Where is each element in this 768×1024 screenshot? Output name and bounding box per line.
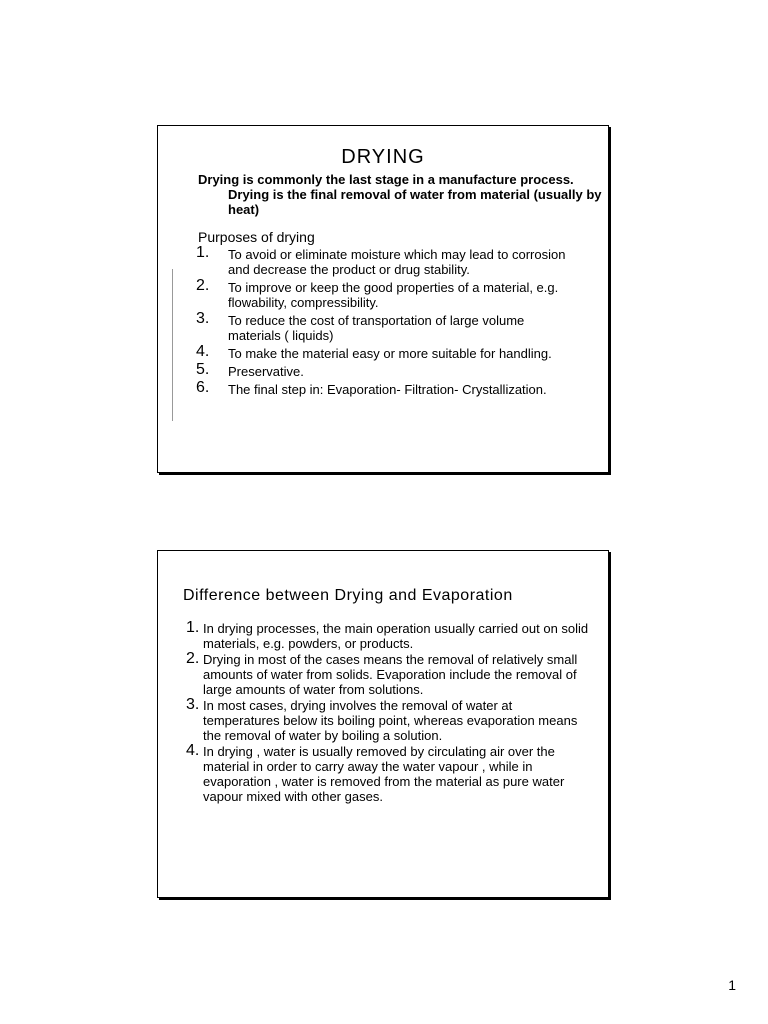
slide-title: Difference between Drying and Evaporation [183,587,513,604]
list-item-number: 1. [196,244,210,261]
list-item-number: 5. [196,361,210,378]
list-item-number: 2. [186,650,200,667]
slide-drying [157,125,609,473]
margin-line [172,269,173,421]
list-item-text: Drying in most of the cases means the removal of relatively small amounts of water from solids. Evaporation include the removal of large amounts of water from solutions. [203,652,578,697]
page-number: 1 [728,977,736,993]
list-item-text: In drying , water is usually removed by circulating air over the material in order to carry away the water vapour , while in evaporation , water is removed from the material as pure water vapour mixed with other gases. [203,744,565,804]
list-item-number: 3. [186,696,200,713]
purposes-list [196,244,576,400]
list-item-text: To avoid or eliminate moisture which may lead to corrosion and decrease the product or drug stability. [228,247,566,277]
slide-difference [157,550,609,898]
list-item-number: 2. [196,277,210,294]
list-item [196,379,576,397]
list-item-number: 6. [196,379,210,396]
difference-list [186,621,591,805]
list-item-text: To improve or keep the good properties of a material, e.g. flowability, compressibility. [228,280,559,310]
list-item [196,277,576,310]
list-item-number: 4. [196,343,210,360]
list-item-number: 1. [186,619,200,636]
list-item [186,652,591,697]
list-item-text: In most cases, drying involves the removal of water at temperatures below its boiling point, whereas evaporation means the removal of water by boiling a solution. [203,698,578,743]
list-item-text: The final step in: Evaporation- Filtration- Crystallization. [228,382,547,397]
list-item [196,361,576,379]
list-item-number: 4. [186,742,200,759]
slide-subtitle: Purposes of drying [198,229,315,245]
slide-title: DRYING [341,146,425,168]
list-item-number: 3. [196,310,210,327]
list-item [186,744,591,804]
slide-intro-text: Drying is commonly the last stage in a manufacture process. Drying is the final removal of water from material (usually by heat) [198,172,602,217]
list-item [186,698,591,743]
list-item [186,621,591,651]
list-item [196,343,576,361]
list-item-text: To make the material easy or more suitable for handling. [228,346,552,361]
list-item [196,310,576,343]
list-item-text: To reduce the cost of transportation of large volume materials ( liquids) [228,313,525,343]
list-item [196,244,576,277]
list-item-text: Preservative. [228,364,304,379]
list-item-text: In drying processes, the main operation usually carried out on solid materials, e.g. powders, or products. [203,621,589,651]
